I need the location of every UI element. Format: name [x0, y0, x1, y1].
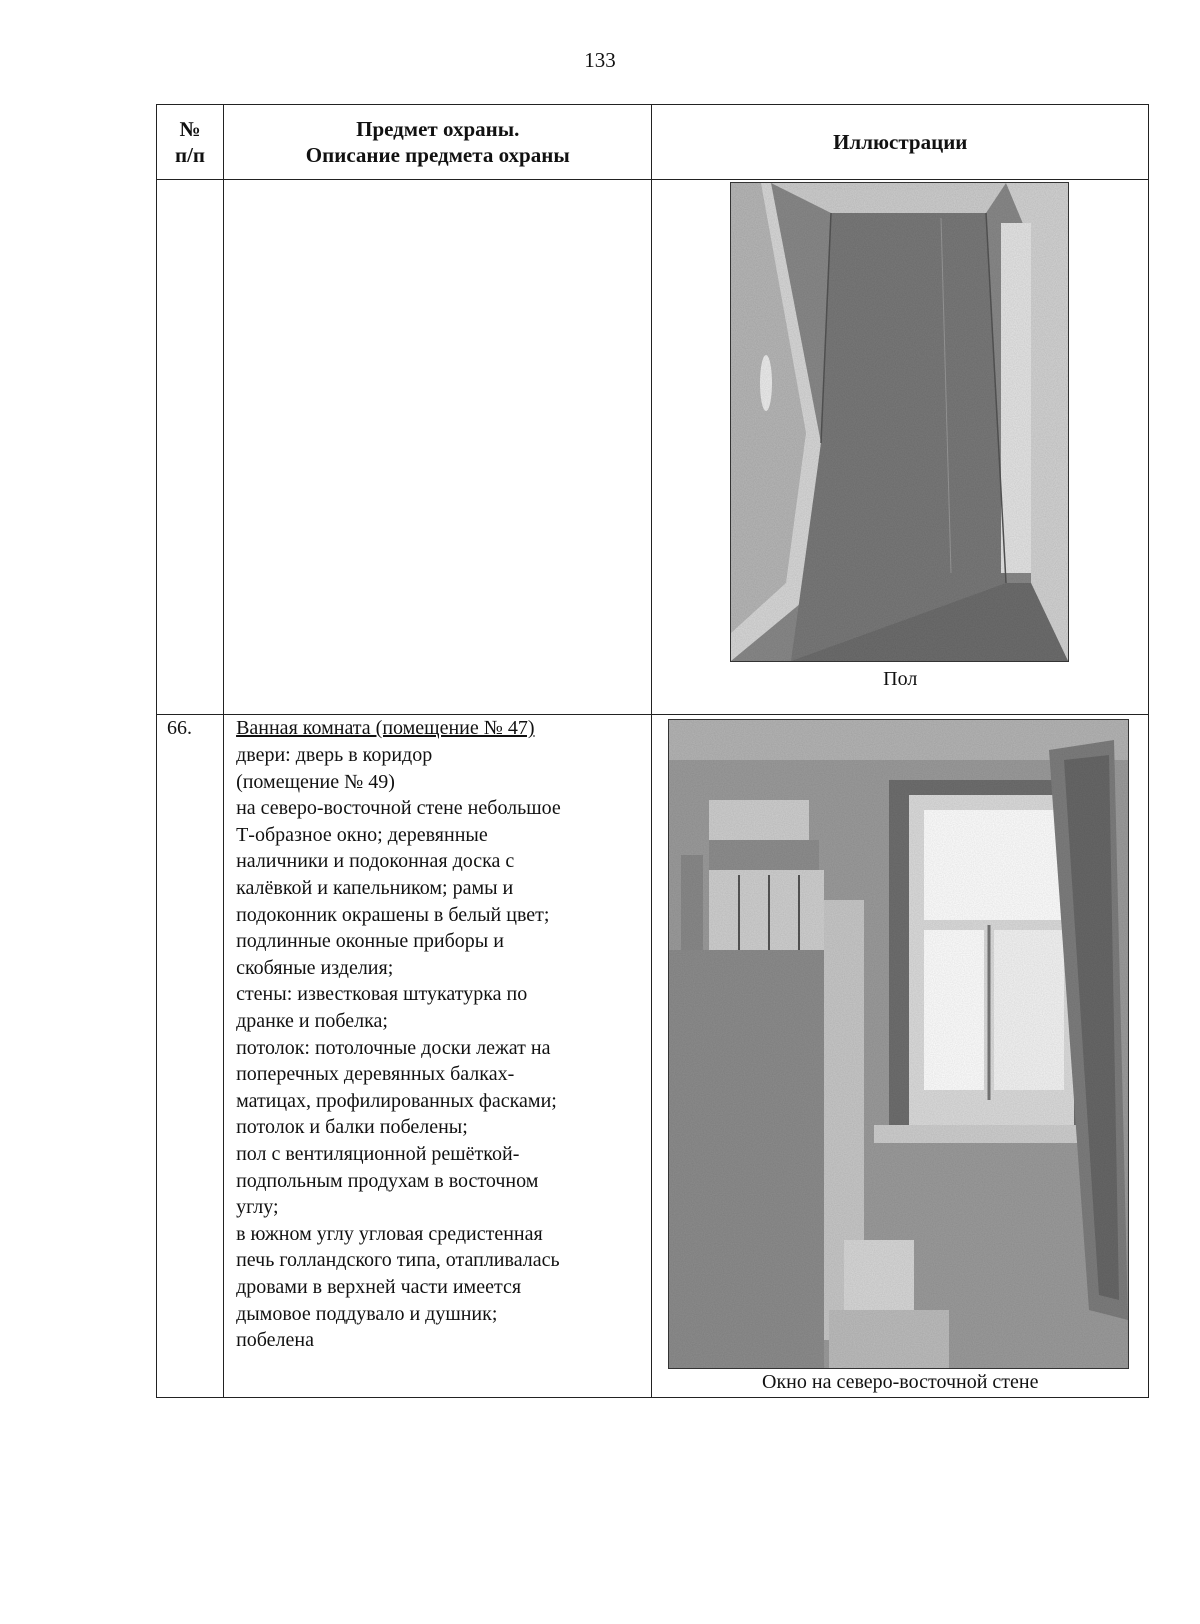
row-illustration — [652, 180, 1149, 715]
description-line: калёвкой и капельником; рамы и — [236, 877, 514, 900]
table-header-row — [157, 105, 1149, 180]
description-line: подоконник окрашены в белый цвет; — [236, 903, 550, 926]
description-line: стены: известковая штукатурка по — [236, 983, 528, 1006]
header-description-line1: Предмет охраны. — [356, 117, 520, 142]
description-line: печь голландского типа, отапливалась — [236, 1249, 560, 1272]
description-line: дровами в верхней части имеется — [236, 1275, 522, 1298]
description-line: на северо-восточной стене небольшое — [236, 797, 561, 820]
table-row — [157, 180, 1149, 715]
room-title: Ванная комната (помещение № 47) — [236, 717, 535, 740]
header-illustrations: Иллюстрации — [652, 105, 1149, 180]
description-line: углу; — [236, 1196, 279, 1219]
description-line: потолок: потолочные доски лежат на — [236, 1036, 551, 1059]
header-description-line2: Описание предмета охраны — [305, 143, 570, 168]
description-line: (помещение № 49) — [236, 770, 395, 793]
row-number: 66. — [157, 715, 224, 1398]
window-photo-caption: Окно на северо-восточной стене — [762, 1371, 1039, 1394]
floor-photo-caption: Пол — [883, 668, 918, 691]
room-description-lines — [236, 742, 641, 1354]
description-line: пол с вентиляционной решёткой- — [236, 1142, 520, 1165]
description-line: дранке и побелка; — [236, 1009, 388, 1032]
header-number-abbr: п/п — [175, 143, 206, 168]
row-description — [224, 180, 652, 715]
description-line: матицах, профилированных фасками; — [236, 1089, 557, 1112]
description-line: поперечных деревянных балках- — [236, 1063, 515, 1086]
protection-subject-table — [156, 104, 1149, 1398]
row-description — [224, 715, 652, 1398]
window-photo — [668, 719, 1129, 1369]
description-line: потолок и балки побелены; — [236, 1116, 468, 1139]
description-line: скобяные изделия; — [236, 956, 394, 979]
row-illustration — [652, 715, 1149, 1398]
table-row — [157, 715, 1149, 1398]
row-number — [157, 180, 224, 715]
floor-photo — [730, 182, 1069, 662]
description-line: подлинные оконные приборы и — [236, 930, 504, 953]
description-line: подпольным продухам в восточном — [236, 1169, 539, 1192]
description-line: в южном углу угловая средистенная — [236, 1222, 543, 1245]
description-line: побелена — [236, 1329, 314, 1352]
description-line: двери: дверь в коридор — [236, 744, 433, 767]
description-line: дымовое поддувало и душник; — [236, 1302, 498, 1325]
header-number — [157, 105, 224, 180]
description-line: наличники и подоконная доска с — [236, 850, 515, 873]
header-description — [224, 105, 652, 180]
page-number: 133 — [584, 48, 616, 72]
description-line: Т-образное окно; деревянные — [236, 823, 488, 846]
header-number-symbol: № — [179, 117, 201, 142]
